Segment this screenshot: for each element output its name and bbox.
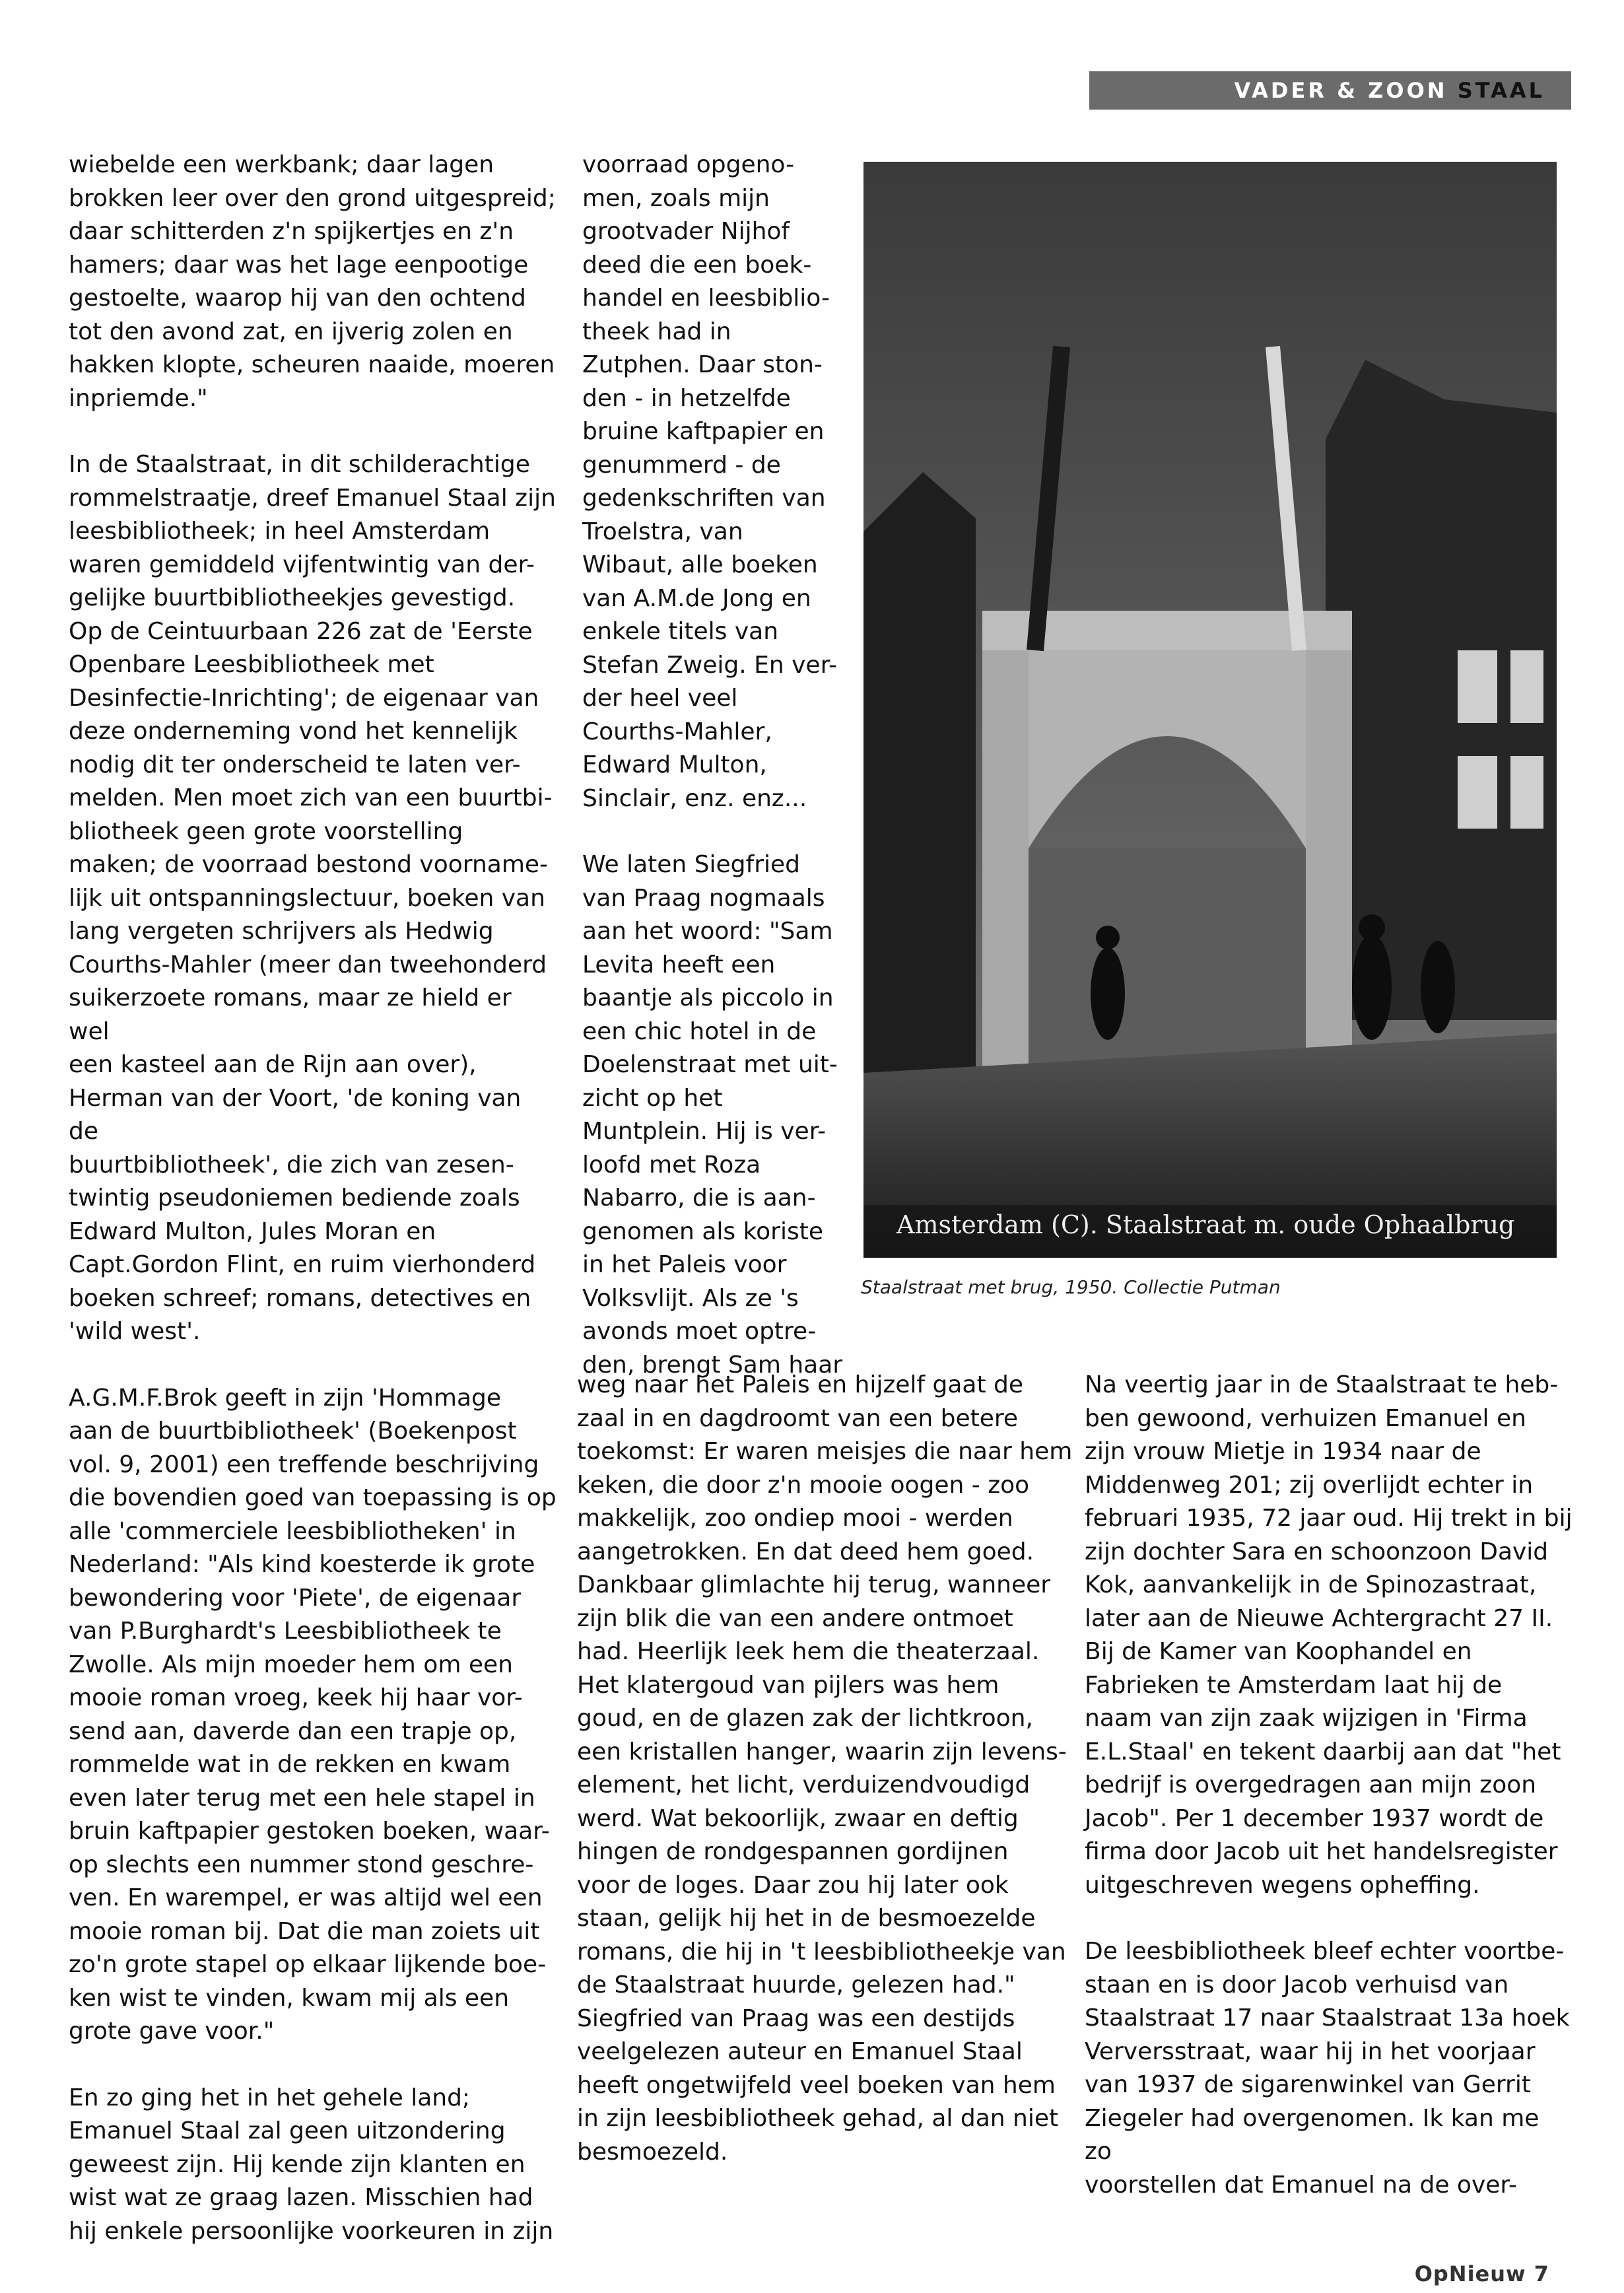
magazine-name: OpNieuw bbox=[1414, 2261, 1526, 2286]
bridge-photo-illustration bbox=[863, 162, 1557, 1258]
page-number: 7 bbox=[1534, 2261, 1549, 2286]
paragraph: In de Staalstraat, in dit schilderachtige rommelstraatje, dreef Emanuel Staal zijn leesbibliotheek; in heel Amsterdam waren gemiddeld vijfentwintig van der- gelijke buurtbibliotheekjes gevestigd. Op de Ceintuurbaan 226 zat de 'Eerste Openbare Leesbibliotheek met Desinfectie-Inrichting'; de eigenaar van deze onderneming vond het kennelijk nodig dit ter onderscheid te laten ver- melden. Men moet zich van een buurtbi- bliotheek geen grote voorstelling maken; de voorraad bestond voorname- lijk uit ontspanningslectuur, boeken van lang vergeten schrijvers als Hedwig Courths-Mahler (meer dan tweehonderd suikerzoete romans, maar ze hield er wel een kasteel aan de Rijn aan over), Herman van der Voort, 'de koning van de buurtbibliotheek', die zich van zesen- twintig pseudoniemen bediende zoals Edward Multon, Jules Moran en Capt.Gordon Flint, en ruim vierhonderd boeken schreef; romans, detectives en 'wild west'. bbox=[69, 451, 556, 1345]
column-2-top bbox=[582, 149, 860, 1382]
column-2-bottom bbox=[577, 1369, 1079, 2169]
column-3 bbox=[1085, 1369, 1573, 2202]
section-title-strong: STAAL bbox=[1457, 78, 1545, 103]
paragraph: De leesbibliotheek bleef echter voortbe- staan en is door Jacob verhuisd van Staalstraat 17 naar Staalstraat 13a hoek Verversstraat, waar hij in het voorjaar van 1937 de sigarenwinkel van Gerrit Ziegeler had overgenomen. Ik kan me zo voorstellen dat Emanuel na de over- bbox=[1085, 1938, 1570, 2199]
paragraph: En zo ging het in het gehele land; Emanuel Staal zal geen uitzondering geweest zijn. Hij kende zijn klanten en wist wat ze graag lazen. Misschien had hij enkele persoonlijke voorkeuren in zijn bbox=[69, 2084, 554, 2245]
paragraph: weg naar het Paleis en hijzelf gaat de zaal in en dagdroomt van een betere toekomst: Er waren meisjes die naar hem keken, die door z'n mooie oogen - zoo makkelijk, zoo ondiep mooi - werden aangetrokken. En dat deed hem goed. Dankbaar glimlachte hij terug, wanneer zijn blik die van een andere ontmoet had. Heerlijk leek hem die theaterzaal. Het klatergoud van pijlers was hem goud, en de glazen zak der lichtkroon, een kristallen hanger, waarin zijn levens- element, het licht, verduizendvoudigd werd. Wat bekoorlijk, zwaar en deftig hingen de rondgespannen gordijnen voor de loges. Daar zou hij later ook staan, gelijk hij het in de besmoezelde romans, die hij in 't leesbibliotheekje van de Staalstraat huurde, gelezen had." Siegfried van Praag was een destijds veelgelezen auteur en Emanuel Staal heeft ongetwijfeld veel boeken van hem in zijn leesbibliotheek gehad, al dan niet besmoezeld. bbox=[577, 1371, 1073, 2166]
paragraph: Na veertig jaar in de Staalstraat te heb- ben gewoond, verhuizen Emanuel en zijn vrouw Mietje in 1934 naar de Middenweg 201; zij overlijdt echter in februari 1935, 72 jaar oud. Hij trekt in bij zijn dochter Sara en schoonzoon David Kok, aanvankelijk in de Spinozastraat, later aan de Nieuwe Achtergracht 27 II. Bij de Kamer van Koophandel en Fabrieken te Amsterdam laat hij de naam van zijn zaak wijzigen in 'Firma E.L.Staal' en tekent daarbij aan dat "het bedrijf is overgedragen aan mijn zoon Jacob". Per 1 december 1937 wordt de firma door Jacob uit het handelsregister uitgeschreven wegens opheffing. bbox=[1085, 1371, 1573, 1899]
paragraph: We laten Siegfried van Praag nogmaals aan het woord: "Sam Levita heeft een baantje als piccolo in een chic hotel in de Doelenstraat met uit- zicht op het Muntplein. Hij is ver- loofd met Roza Nabarro, die is aan- genomen als koriste in het Paleis voor Volksvlijt. Als ze 's avonds moet optre- den, brengt Sam haar bbox=[582, 851, 843, 1379]
bridge-photo bbox=[863, 162, 1557, 1258]
photo-inscription: Amsterdam (C). Staalstraat m. oude Ophaalbrug bbox=[897, 1210, 1515, 1239]
paragraph: A.G.M.F.Brok geeft in zijn 'Hommage aan de buurtbibliotheek' (Boekenpost vol. 9, 2001) een treffende beschrijving die bovendien goed van toepassing is op alle 'commerciele leesbibliotheken' in Nederland: "Als kind koesterde ik grote bewondering voor 'Piete', de eigenaar van P.Burghardt's Leesbibliotheek te Zwolle. Als mijn moeder hem om een mooie roman vroeg, keek hij haar vor- send aan, daverde dan een trapje op, rommelde wat in de rekken en kwam even later terug met een hele stapel in bruin kaftpapier gestoken boeken, waar- op slechts een nummer stond geschre- ven. En warempel, er was altijd wel een mooie roman bij. Dat die man zoiets uit zo'n grote stapel op elkaar lijkende boe- ken wist te vinden, kwam mij als een grote gave voor." bbox=[69, 1384, 557, 2045]
section-header bbox=[1089, 71, 1571, 110]
paragraph: voorraad opgeno- men, zoals mijn grootvader Nijhof deed die een boek- handel en leesbiblio- theek had in Zutphen. Daar ston- den - in hetzelfde bruine kaftpapier en genummerd - de gedenkschriften van Troelstra, van Wibaut, alle boeken van A.M.de Jong en enkele titels van Stefan Zweig. En ver- der heel veel Courths-Mahler, Edward Multon, Sinclair, enz. enz... bbox=[582, 151, 838, 812]
column-1 bbox=[69, 149, 557, 2248]
paragraph: wiebelde een werkbank; daar lagen brokken leer over den grond uitgespreid; daar schitterden z'n spijkertjes en z'n hamers; daar was het lage eenpootige gestoelte, waarop hij van den ochtend tot den avond zat, en ijverig zolen en hakken klopte, scheuren naaide, moeren inpriemde." bbox=[69, 151, 556, 412]
section-title: VADER & ZOON bbox=[1234, 78, 1448, 103]
page-footer bbox=[1415, 2261, 1549, 2286]
photo-caption: Staalstraat met brug, 1950. Collectie Putman bbox=[861, 1276, 1281, 1298]
